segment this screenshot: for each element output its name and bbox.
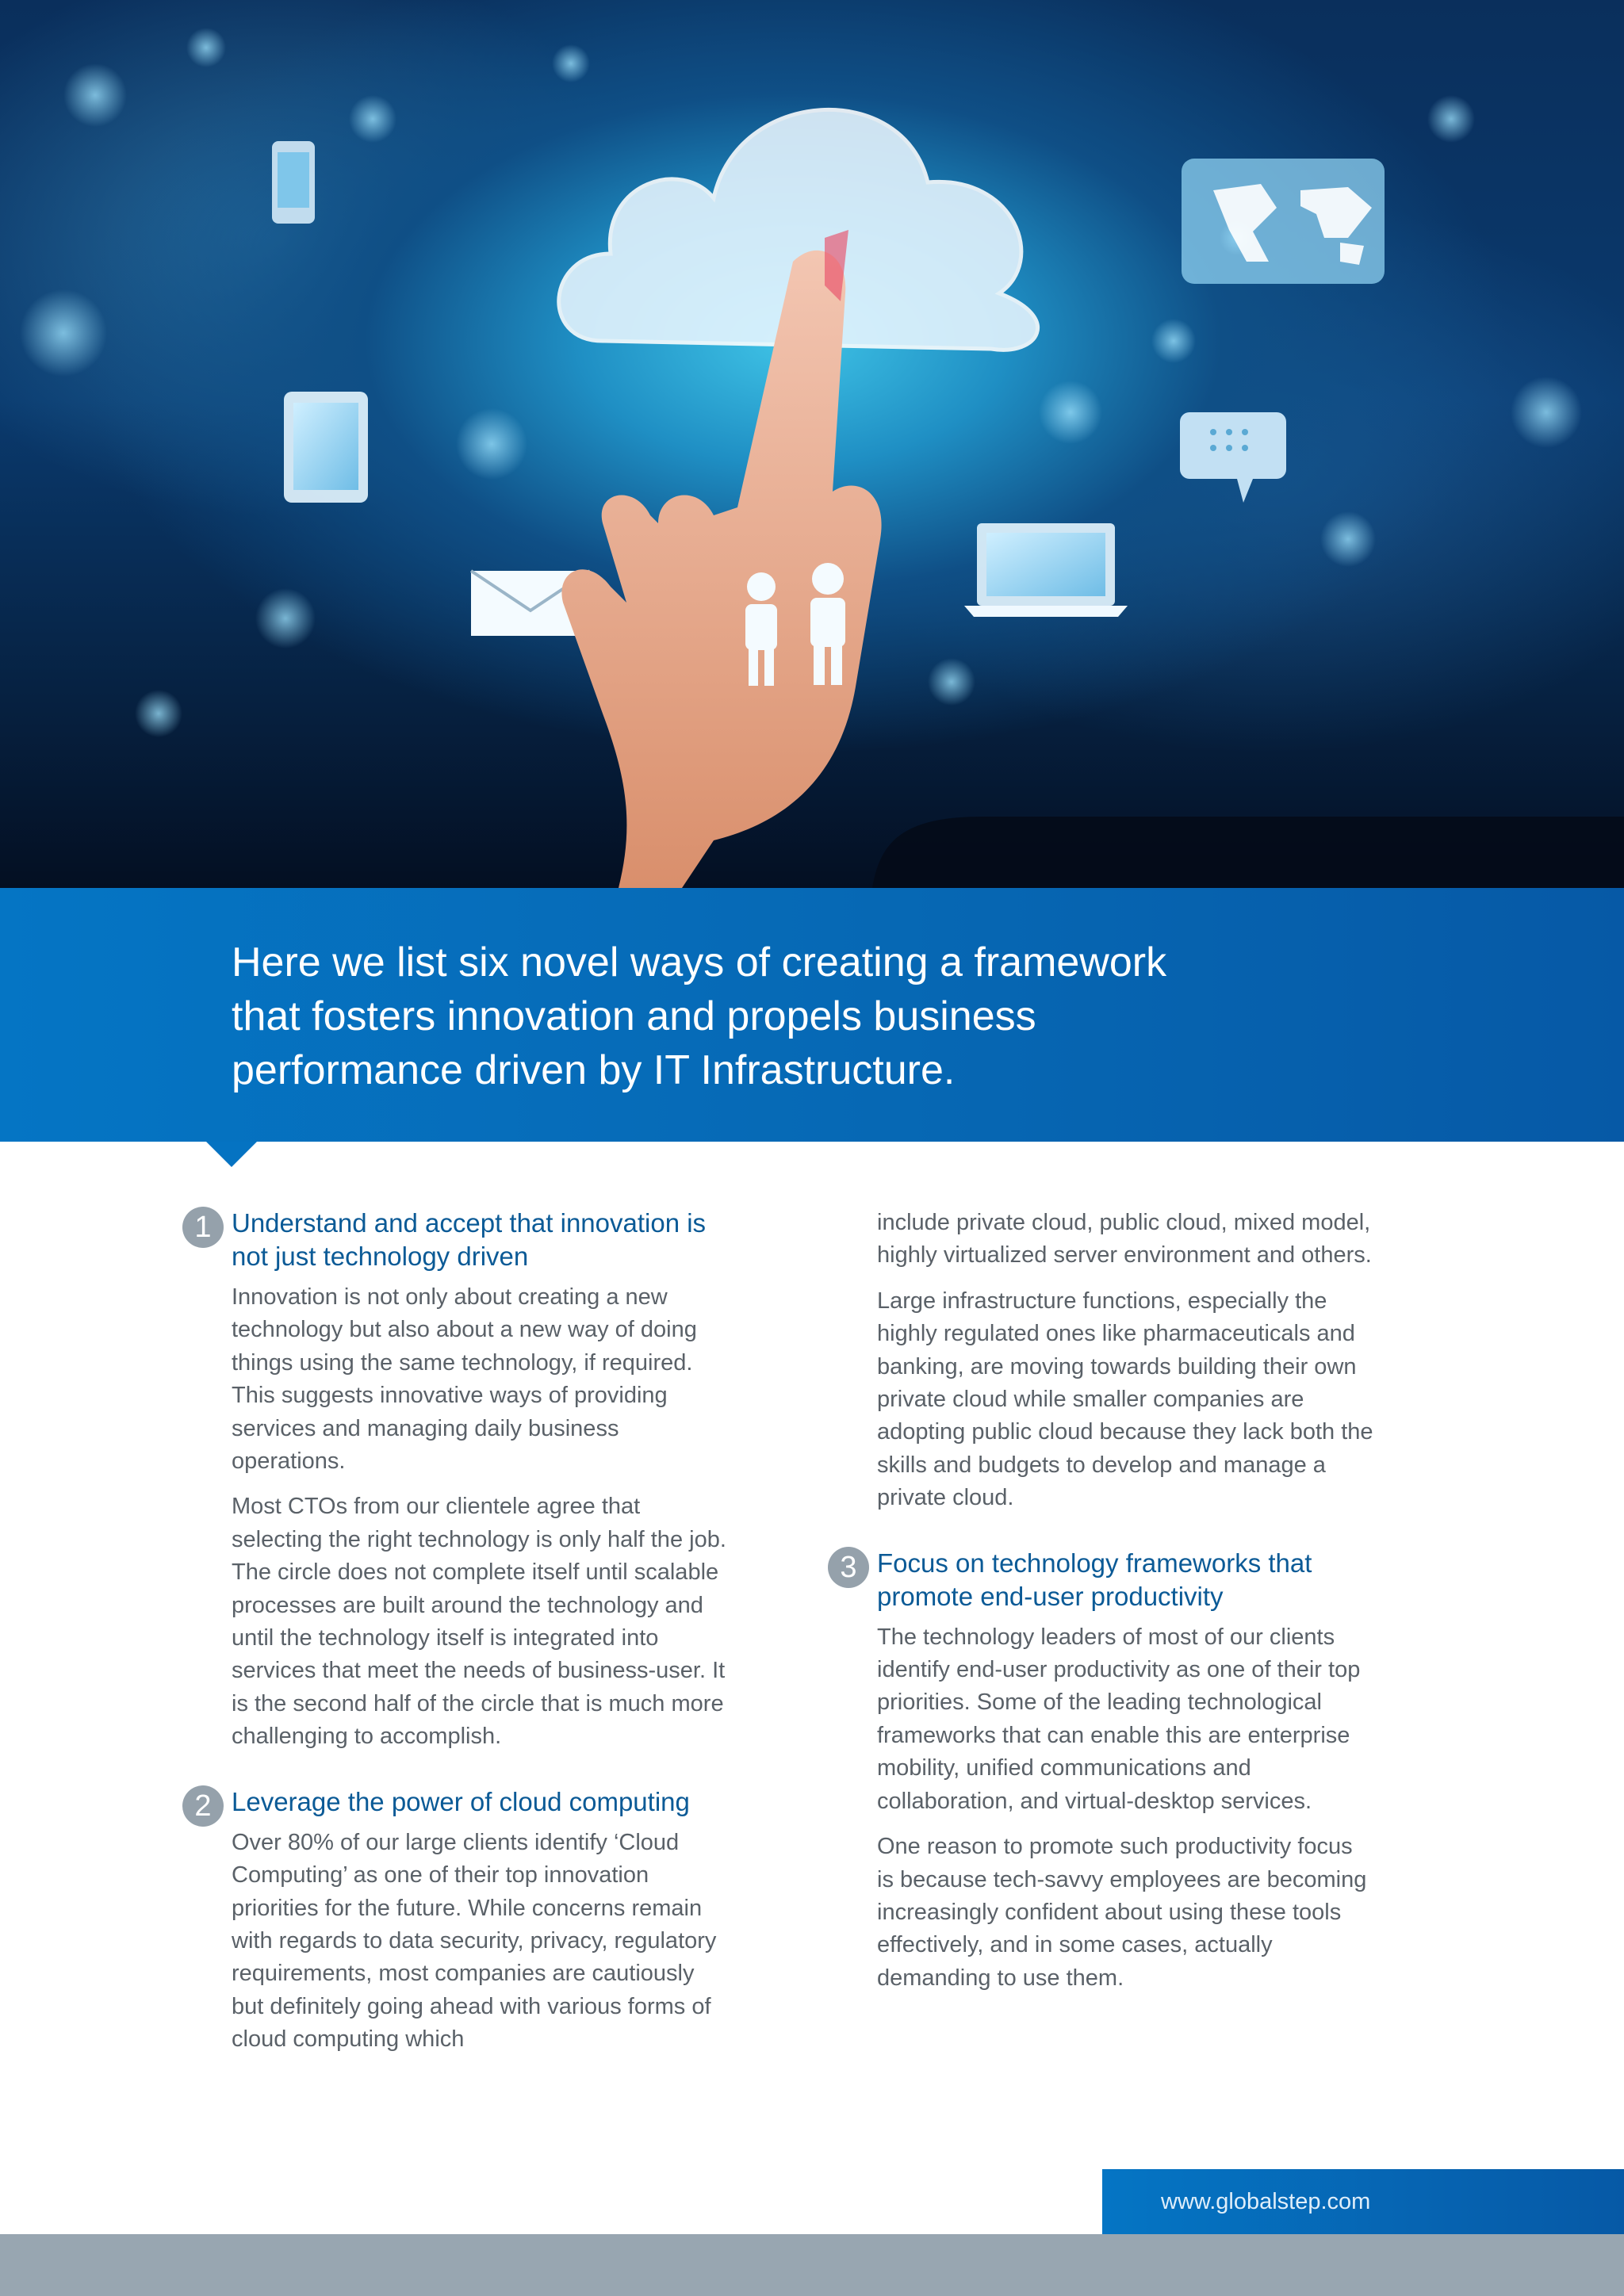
laptop-icon <box>964 523 1128 617</box>
section-paragraph: Innovation is not only about creating a new technology but also about a new way of doing things using the same technology, if required. This suggests innovative ways of providing services and managing daily business operations. <box>232 1284 697 1475</box>
section-paragraph: Over 80% of our large clients identify ‘Cloud Computing’ as one of their top innovation priorities for the future. While concerns remain with regards to data security, privacy, regulatory requirements, most companies are cautiously but definitely going ahead with various forms of cloud computing which <box>232 1829 717 2053</box>
hero-image <box>0 0 1624 888</box>
intro-tagline: Here we list six novel ways of creating a framework that fosters innovation and propels business performance driven by IT Infrastructure. <box>232 939 1167 1093</box>
section-number-badge: 1 <box>182 1207 224 1248</box>
section-2 <box>182 1785 730 2057</box>
section-2-continued <box>828 1207 1375 1515</box>
hero-illustration <box>0 0 1624 888</box>
section-paragraph: include private cloud, public cloud, mixed model, highly virtualized server environment and others. <box>877 1210 1372 1269</box>
website-box <box>1102 2169 1624 2234</box>
website-link[interactable]: www.globalstep.com <box>1161 2189 1371 2214</box>
right-column <box>828 1207 1375 1995</box>
section-number-badge: 2 <box>182 1785 224 1827</box>
footer-strip <box>0 2234 1624 2296</box>
section-paragraph: The technology leaders of most of our clients identify end-user productivity as one of their top priorities. Some of the leading technological frameworks that can enable this are enterprise mobility, unified communications and collaboration, and virtual-desktop services. <box>877 1624 1361 1814</box>
tablet-icon <box>284 392 368 503</box>
section-paragraph: Large infrastructure functions, especially the highly regulated ones like pharmaceuticals and banking, are moving towards building their own private cloud while smaller companies are adopting public cloud because they lack both the skills and budgets to develop and manage a private cloud. <box>877 1288 1373 1511</box>
chat-bubble-icon <box>1180 412 1286 503</box>
section-1 <box>182 1207 730 1754</box>
section-paragraph: One reason to promote such productivity focus is because tech-savvy employees are becoming increasingly confident about using these tools effectively, and in some cases, actually demanding to use them. <box>877 1834 1367 1991</box>
section-heading: Understand and accept that innovation is not just technology driven <box>232 1208 707 1271</box>
section-heading: Focus on technology frameworks that promote end-user productivity <box>877 1548 1312 1611</box>
section-heading: Leverage the power of cloud computing <box>232 1786 690 1816</box>
section-3 <box>828 1547 1375 1995</box>
section-paragraph: Most CTOs from our clientele agree that selecting the right technology is only half the job. The circle does not complete itself until scalable processes are built around the technology and until the technology itself is integrated into services that meet the needs of business-user. It is the second half of the circle that is much more challenging to accomplish. <box>232 1494 726 1750</box>
left-column <box>182 1207 730 2057</box>
smartphone-icon <box>272 141 315 224</box>
band-pointer <box>206 1142 257 1167</box>
section-number-badge: 3 <box>828 1547 869 1588</box>
hero-corner-shade <box>872 817 1624 888</box>
world-map-icon <box>1182 159 1385 284</box>
